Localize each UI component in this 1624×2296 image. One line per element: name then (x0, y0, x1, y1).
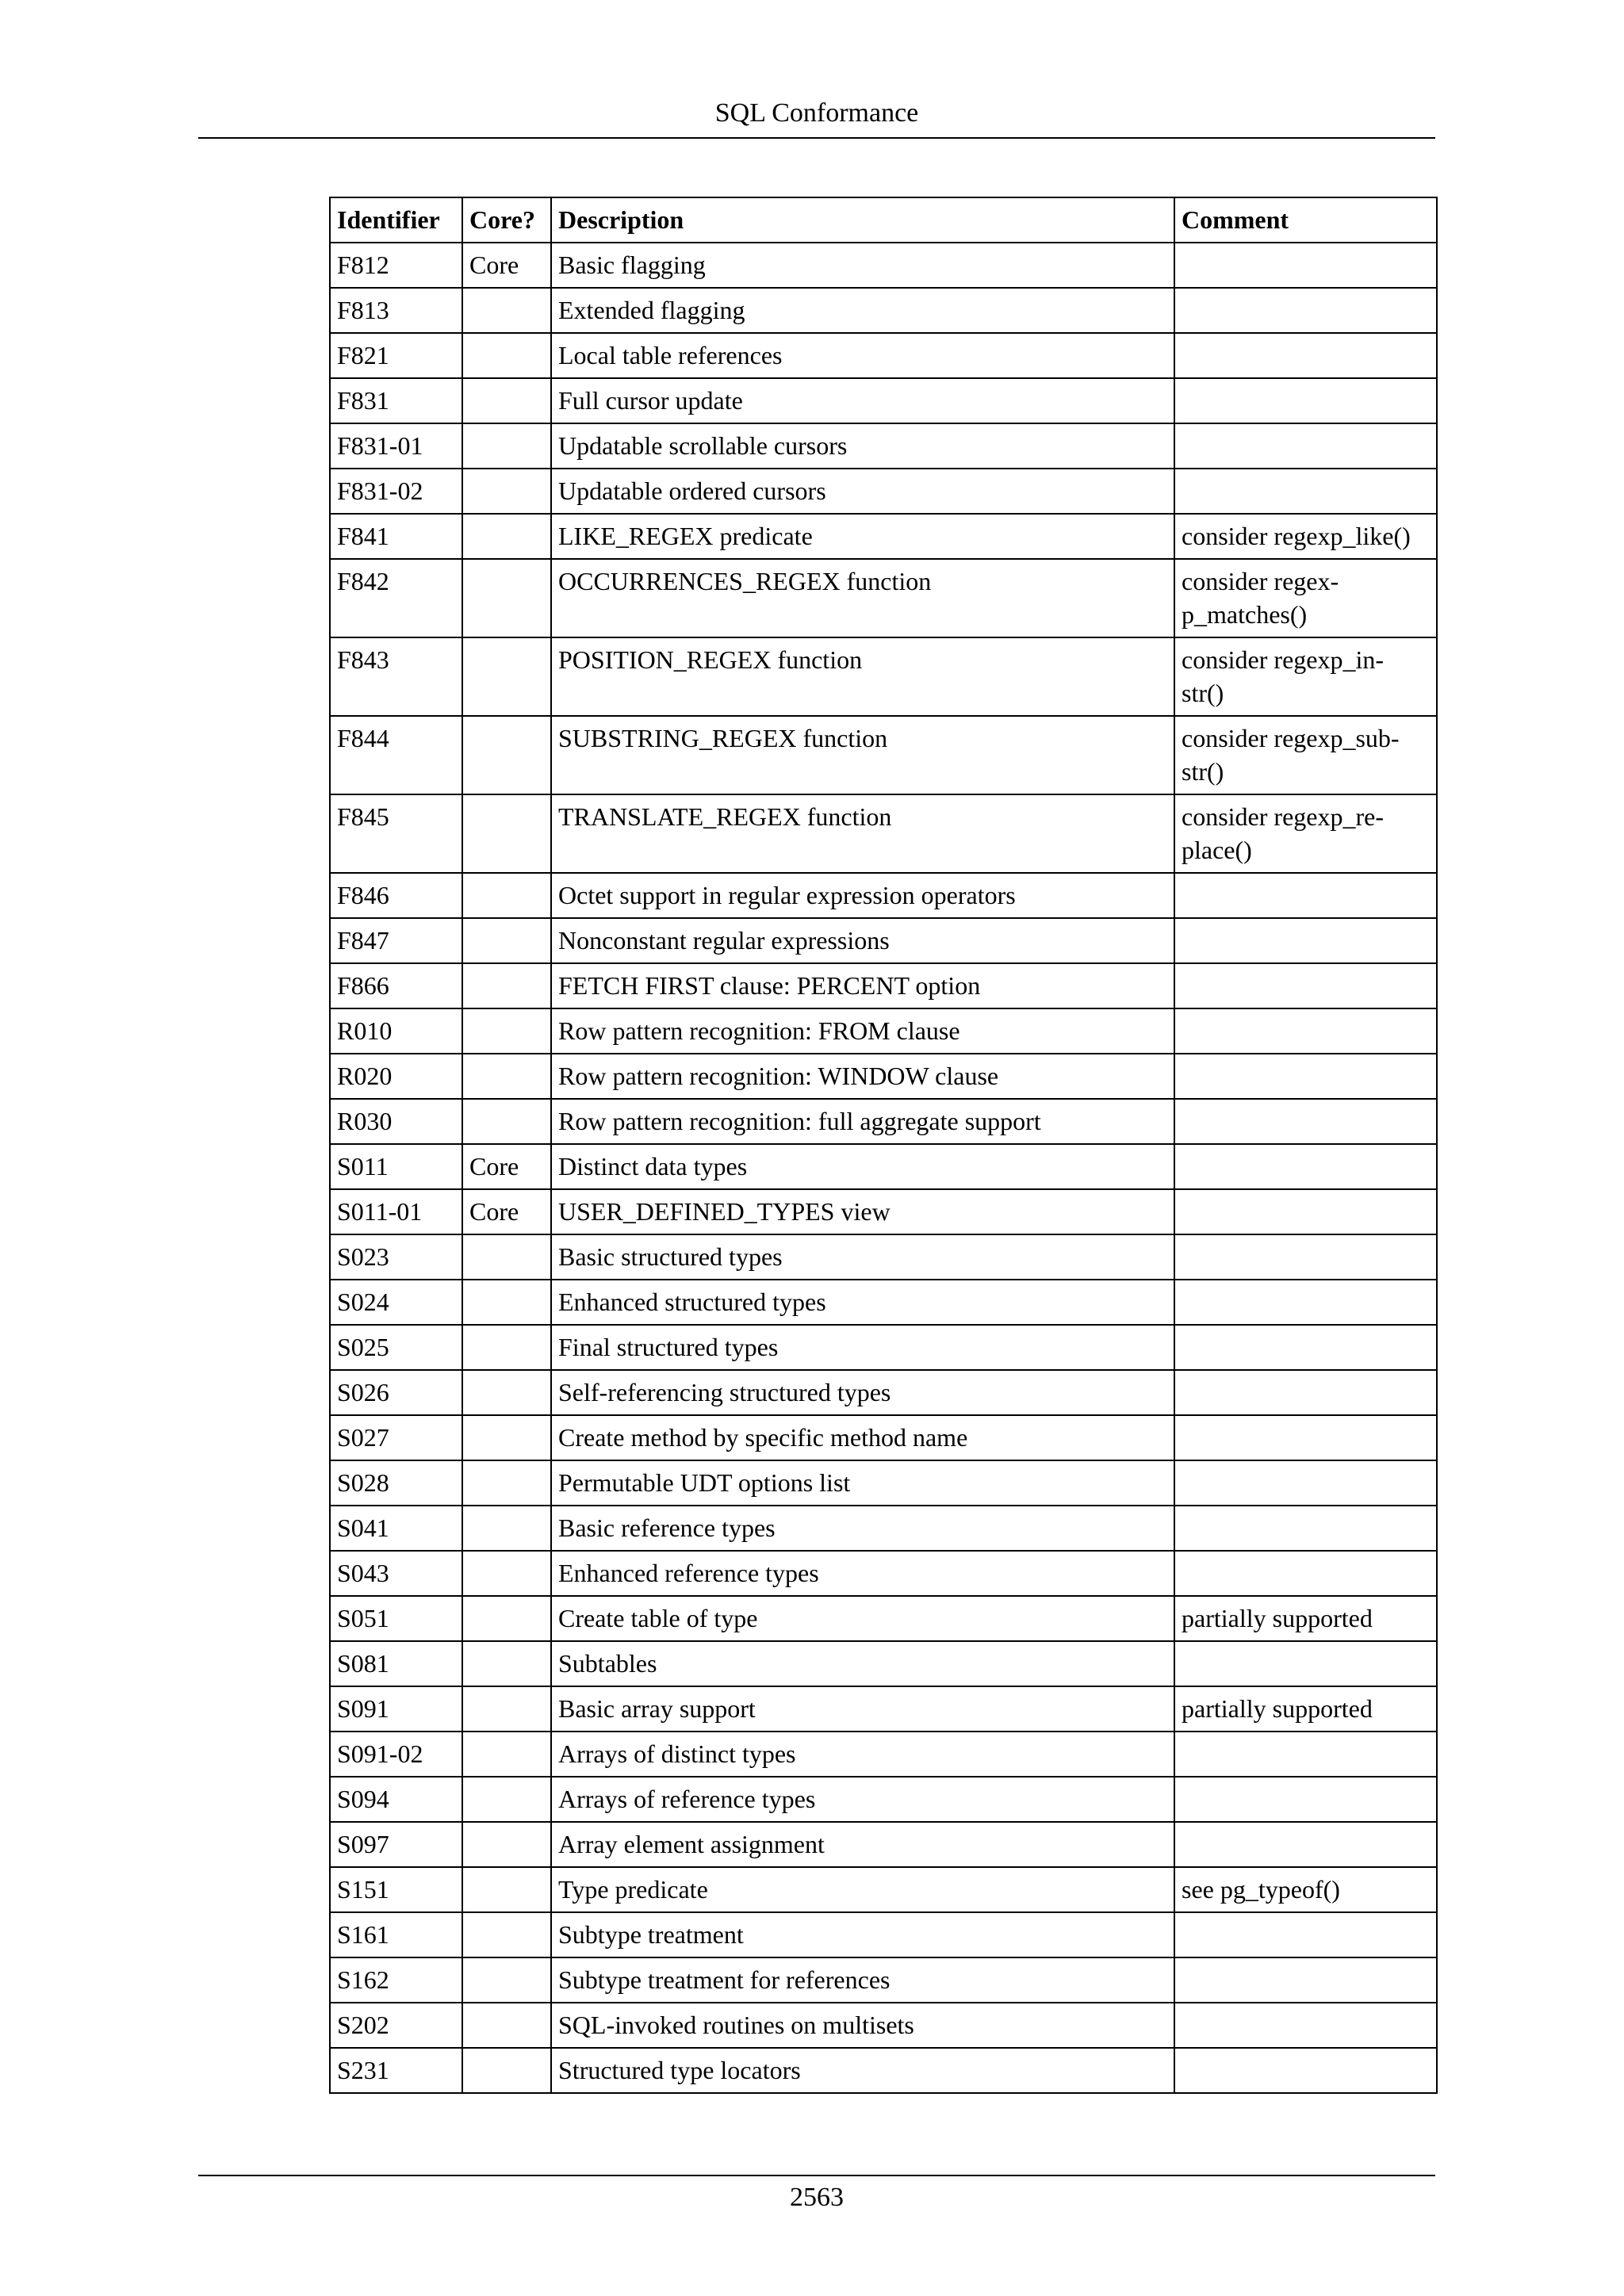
column-header-identifier: Identifier (330, 197, 462, 243)
table-row (330, 469, 1437, 514)
table-row (330, 1460, 1437, 1506)
cell-identifier: F831-02 (330, 469, 462, 514)
cell-core (462, 1912, 551, 1957)
cell-description: Updatable scrollable cursors (551, 423, 1174, 469)
cell-comment: consider regexp_sub- str() (1174, 716, 1437, 794)
cell-description: Subtables (551, 1641, 1174, 1686)
cell-description: Enhanced structured types (551, 1280, 1174, 1325)
cell-description: Arrays of reference types (551, 1777, 1174, 1822)
cell-identifier: F866 (330, 963, 462, 1008)
table-row (330, 1054, 1437, 1099)
table-row (330, 1867, 1437, 1912)
cell-description: Full cursor update (551, 378, 1174, 423)
cell-comment (1174, 243, 1437, 288)
cell-identifier: S028 (330, 1460, 462, 1506)
cell-identifier: F831-01 (330, 423, 462, 469)
table-row (330, 1234, 1437, 1280)
cell-core (462, 1325, 551, 1370)
cell-identifier: F847 (330, 918, 462, 963)
cell-comment (1174, 1008, 1437, 1054)
cell-core (462, 1506, 551, 1551)
table-row (330, 243, 1437, 288)
cell-comment (1174, 333, 1437, 378)
table-row (330, 288, 1437, 333)
table-row (330, 2003, 1437, 2048)
cell-comment (1174, 963, 1437, 1008)
cell-identifier: R010 (330, 1008, 462, 1054)
cell-description: TRANSLATE_REGEX function (551, 794, 1174, 873)
cell-core (462, 637, 551, 716)
table-row (330, 963, 1437, 1008)
table-row (330, 716, 1437, 794)
cell-comment (1174, 288, 1437, 333)
cell-comment: partially supported (1174, 1686, 1437, 1732)
cell-comment: consider regex- p_matches() (1174, 559, 1437, 637)
cell-identifier: R030 (330, 1099, 462, 1144)
cell-core (462, 1822, 551, 1867)
cell-core (462, 1054, 551, 1099)
cell-core (462, 288, 551, 333)
cell-identifier: F843 (330, 637, 462, 716)
table-row (330, 1008, 1437, 1054)
cell-comment: consider regexp_in- str() (1174, 637, 1437, 716)
cell-core (462, 469, 551, 514)
cell-description: Create table of type (551, 1596, 1174, 1641)
table-row (330, 559, 1437, 637)
cell-identifier: S091 (330, 1686, 462, 1732)
table-header-row (330, 197, 1437, 243)
column-header-description: Description (551, 197, 1174, 243)
cell-core (462, 873, 551, 918)
cell-comment (1174, 1957, 1437, 2003)
cell-core (462, 1415, 551, 1460)
cell-comment (1174, 1144, 1437, 1189)
cell-description: Subtype treatment for references (551, 1957, 1174, 2003)
cell-comment (1174, 1460, 1437, 1506)
cell-comment (1174, 1732, 1437, 1777)
cell-comment (1174, 1415, 1437, 1460)
table-row (330, 378, 1437, 423)
column-header-core: Core? (462, 197, 551, 243)
cell-identifier: S231 (330, 2048, 462, 2093)
table-row (330, 1144, 1437, 1189)
cell-identifier: S043 (330, 1551, 462, 1596)
cell-comment (1174, 1912, 1437, 1957)
cell-core (462, 1641, 551, 1686)
table-row (330, 1099, 1437, 1144)
table-row (330, 637, 1437, 716)
cell-core (462, 1280, 551, 1325)
cell-description: Basic reference types (551, 1506, 1174, 1551)
cell-description: Distinct data types (551, 1144, 1174, 1189)
cell-description: POSITION_REGEX function (551, 637, 1174, 716)
table-row (330, 1686, 1437, 1732)
header-divider (198, 137, 1435, 139)
cell-description: Updatable ordered cursors (551, 469, 1174, 514)
table-row (330, 1415, 1437, 1460)
cell-comment (1174, 2003, 1437, 2048)
cell-description: Final structured types (551, 1325, 1174, 1370)
cell-identifier: S081 (330, 1641, 462, 1686)
cell-description: Row pattern recognition: WINDOW clause (551, 1054, 1174, 1099)
cell-identifier: F841 (330, 514, 462, 559)
cell-core (462, 1234, 551, 1280)
table-row (330, 514, 1437, 559)
cell-identifier: S025 (330, 1325, 462, 1370)
cell-core (462, 378, 551, 423)
conformance-table (329, 197, 1438, 2094)
cell-core (462, 1460, 551, 1506)
cell-description: SQL-invoked routines on multisets (551, 2003, 1174, 2048)
cell-identifier: S041 (330, 1506, 462, 1551)
table-row (330, 873, 1437, 918)
cell-identifier: S202 (330, 2003, 462, 2048)
conformance-table-container (329, 197, 1436, 2094)
column-header-comment: Comment (1174, 197, 1437, 243)
cell-identifier: S097 (330, 1822, 462, 1867)
cell-core (462, 423, 551, 469)
cell-core (462, 2048, 551, 2093)
cell-core (462, 514, 551, 559)
cell-core (462, 794, 551, 873)
cell-comment (1174, 1777, 1437, 1822)
cell-identifier: F842 (330, 559, 462, 637)
table-row (330, 333, 1437, 378)
cell-core (462, 1777, 551, 1822)
cell-comment (1174, 1506, 1437, 1551)
cell-core (462, 1370, 551, 1415)
cell-description: Nonconstant regular expressions (551, 918, 1174, 963)
cell-description: Subtype treatment (551, 1912, 1174, 1957)
cell-core (462, 1596, 551, 1641)
cell-description: Create method by specific method name (551, 1415, 1174, 1460)
cell-comment (1174, 1370, 1437, 1415)
page-number: 2563 (790, 2183, 844, 2212)
cell-core (462, 963, 551, 1008)
table-body (330, 243, 1437, 2093)
cell-comment: partially supported (1174, 1596, 1437, 1641)
cell-description: Structured type locators (551, 2048, 1174, 2093)
cell-core (462, 918, 551, 963)
cell-comment: consider regexp_re- place() (1174, 794, 1437, 873)
cell-comment (1174, 378, 1437, 423)
cell-comment (1174, 1280, 1437, 1325)
cell-comment (1174, 1099, 1437, 1144)
cell-comment (1174, 2048, 1437, 2093)
table-row (330, 1822, 1437, 1867)
footer-divider (198, 2175, 1435, 2176)
cell-identifier: S051 (330, 1596, 462, 1641)
cell-description: Basic array support (551, 1686, 1174, 1732)
cell-comment (1174, 1822, 1437, 1867)
cell-comment (1174, 1641, 1437, 1686)
cell-identifier: S026 (330, 1370, 462, 1415)
cell-description: Row pattern recognition: full aggregate support (551, 1099, 1174, 1144)
cell-core: Core (462, 1144, 551, 1189)
table-row (330, 1641, 1437, 1686)
table-row (330, 1596, 1437, 1641)
cell-description: OCCURRENCES_REGEX function (551, 559, 1174, 637)
cell-identifier: F812 (330, 243, 462, 288)
cell-identifier: F831 (330, 378, 462, 423)
page-header-title: SQL Conformance (714, 98, 919, 128)
cell-identifier: S011 (330, 1144, 462, 1189)
cell-core: Core (462, 243, 551, 288)
cell-description: Permutable UDT options list (551, 1460, 1174, 1506)
cell-comment (1174, 1325, 1437, 1370)
cell-description: Extended flagging (551, 288, 1174, 333)
cell-comment: consider regexp_like() (1174, 514, 1437, 559)
cell-identifier: F813 (330, 288, 462, 333)
cell-core (462, 333, 551, 378)
cell-identifier: F844 (330, 716, 462, 794)
table-row (330, 1506, 1437, 1551)
table-row (330, 1189, 1437, 1234)
table-row (330, 1912, 1437, 1957)
cell-identifier: F821 (330, 333, 462, 378)
cell-identifier: F846 (330, 873, 462, 918)
cell-core (462, 1551, 551, 1596)
table-row (330, 794, 1437, 873)
cell-core (462, 1686, 551, 1732)
cell-core (462, 716, 551, 794)
cell-comment (1174, 1234, 1437, 1280)
table-row (330, 1325, 1437, 1370)
cell-identifier: F845 (330, 794, 462, 873)
cell-identifier: R020 (330, 1054, 462, 1099)
cell-description: Enhanced reference types (551, 1551, 1174, 1596)
cell-core (462, 1957, 551, 2003)
cell-core (462, 1867, 551, 1912)
cell-description: Basic structured types (551, 1234, 1174, 1280)
cell-core (462, 1732, 551, 1777)
cell-identifier: S011-01 (330, 1189, 462, 1234)
table-row (330, 918, 1437, 963)
cell-description: Row pattern recognition: FROM clause (551, 1008, 1174, 1054)
cell-identifier: S027 (330, 1415, 462, 1460)
cell-comment (1174, 423, 1437, 469)
cell-comment: see pg_typeof() (1174, 1867, 1437, 1912)
cell-description: Array element assignment (551, 1822, 1174, 1867)
cell-description: Basic flagging (551, 243, 1174, 288)
table-row (330, 1777, 1437, 1822)
table-row (330, 2048, 1437, 2093)
cell-comment (1174, 469, 1437, 514)
table-row (330, 1370, 1437, 1415)
cell-core (462, 1008, 551, 1054)
cell-description: Local table references (551, 333, 1174, 378)
cell-core (462, 2003, 551, 2048)
cell-comment (1174, 918, 1437, 963)
table-row (330, 1280, 1437, 1325)
table-row (330, 423, 1437, 469)
cell-core (462, 559, 551, 637)
cell-description: USER_DEFINED_TYPES view (551, 1189, 1174, 1234)
cell-identifier: S162 (330, 1957, 462, 2003)
cell-comment (1174, 1189, 1437, 1234)
cell-identifier: S024 (330, 1280, 462, 1325)
cell-core: Core (462, 1189, 551, 1234)
table-row (330, 1957, 1437, 2003)
table-row (330, 1551, 1437, 1596)
cell-description: LIKE_REGEX predicate (551, 514, 1174, 559)
cell-description: Self-referencing structured types (551, 1370, 1174, 1415)
cell-description: Arrays of distinct types (551, 1732, 1174, 1777)
cell-comment (1174, 1054, 1437, 1099)
cell-description: SUBSTRING_REGEX function (551, 716, 1174, 794)
cell-identifier: S151 (330, 1867, 462, 1912)
cell-identifier: S094 (330, 1777, 462, 1822)
cell-comment (1174, 873, 1437, 918)
cell-description: Octet support in regular expression operators (551, 873, 1174, 918)
cell-identifier: S023 (330, 1234, 462, 1280)
table-row (330, 1732, 1437, 1777)
cell-identifier: S091-02 (330, 1732, 462, 1777)
cell-core (462, 1099, 551, 1144)
cell-description: Type predicate (551, 1867, 1174, 1912)
cell-description: FETCH FIRST clause: PERCENT option (551, 963, 1174, 1008)
cell-identifier: S161 (330, 1912, 462, 1957)
cell-comment (1174, 1551, 1437, 1596)
